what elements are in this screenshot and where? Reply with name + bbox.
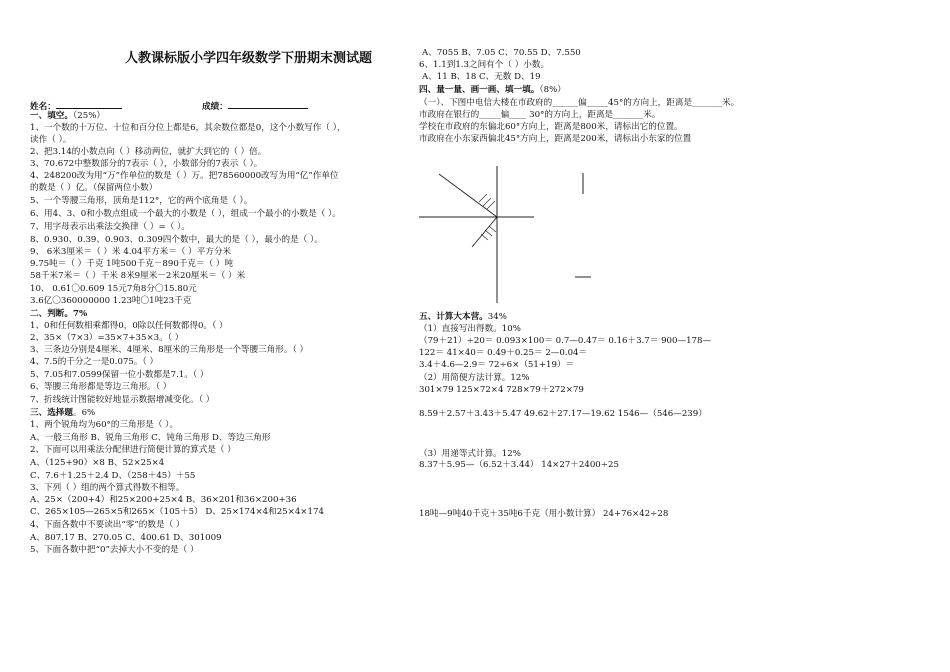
text-line: 9、 6米3厘米＝（ ）米 4.04平方米＝（ ）平方分米 — [30, 247, 232, 257]
text-line: 58千米7米＝（ ）千米 8米9厘米－2米20厘米＝（ ）米 — [30, 271, 246, 281]
text-line: A、807.17 B、270.05 C、400.61 D、301009 — [30, 533, 222, 543]
text-line: 2、把3.14的小数点向（ ）移动两位，就扩大到它的（ ）倍。 — [30, 147, 267, 157]
text-line: 市政府在银行的_____偏____ 30°的方向上，距离是_______米。 — [419, 110, 661, 120]
direction-map-diagram — [419, 160, 619, 310]
section-1-heading: 一、填空。（25%） — [30, 111, 105, 121]
text-line: （3）用递等式计算。12% — [419, 449, 521, 459]
text-line: A、7055 B、7.05 C、70.55 D、7.550 — [422, 48, 581, 58]
page-title: 人教课标版小学四年级数学下册期末测试题 — [125, 51, 373, 66]
section-3-heading: 三、选择题。6% — [30, 408, 96, 418]
text-line: 3、三条边分别是4厘米、4厘米、8厘米的三角形是一个等腰三角形。（ ） — [30, 345, 309, 355]
text-line: A、25×（200+4）和25×200+25×4 B、36×201和36×200+36 — [30, 495, 297, 505]
text-line: C、7.6＋1.25＋2.4 D、（258＋45）＋55 — [30, 471, 196, 481]
bank-direction-line — [472, 217, 497, 247]
text-line: 6、用4、3、0和小数点组成一个最大的小数是（ ），组成一个最小的小数是（ ）。 — [30, 209, 341, 219]
text-line: 6、1.1到1.3之间有个（ ）小数。 — [419, 60, 550, 70]
text-line: 122＝ 41×40＝ 0.49＋0.25＝ 2—0.04＝ — [419, 348, 588, 358]
text-line: 市政府在小东家西偏北45°方向上，距离是200米，请标出小东家的位置 — [419, 134, 692, 144]
text-line: （2）用简便方法计算。12% — [419, 373, 530, 383]
section-4-heading: 四、量一量、画一画、填一填。（8%） — [419, 85, 566, 95]
text-line: A、11 B、18 C、无数 D、19 — [422, 72, 541, 82]
text-line: 4、248200改为用“万”作单位的数是（ ）万。把78560000改写为用“亿”作单位 — [30, 171, 339, 181]
text-line: C、265×105—265×5和265×（105＋5） D、25×174×4和25×4×174 — [30, 507, 324, 517]
text-line: 3、70.672中整数部分的7表示（ ），小数部分的7表示（ ）。 — [30, 159, 263, 169]
text-line: A、一般三角形 B、锐角三角形 C、钝角三角形 D、等边三角形 — [30, 433, 271, 443]
text-line: 7、折线统计图能较好地显示数据增减变化。（ ） — [30, 395, 215, 405]
text-line: 2、35×（7×3）=35×7+35×3。（ ） — [30, 333, 184, 343]
section-2-heading: 二、判断。7% — [30, 309, 88, 319]
text-line: 读作（ ）。 — [30, 135, 72, 145]
text-line: 3.4＋4.6—2.9＝ 72÷6×（51+19）＝ — [419, 360, 575, 370]
text-line: 5、下面各数中把“0”去掉大小不变的是（ ） — [30, 545, 199, 555]
text-line: 8.59＋2.57＋3.43＋5.47 49.62＋27.17—19.62 1546—（546—239） — [419, 409, 707, 419]
text-line: 8.37＋5.95—（6.52＋3.44） 14×27＋2400÷25 — [419, 460, 619, 470]
text-line: （1）直接写出得数。10% — [419, 324, 521, 334]
text-line: 4、下面各数中不要读出“零”的数是（ ） — [30, 520, 185, 530]
text-line: 5、7.05和7.0599保留一位小数都是7.1。（ ） — [30, 370, 209, 380]
score-label: 成绩： — [202, 99, 308, 113]
telecom-direction-line — [439, 174, 497, 217]
text-line: A、（125+90）×8 B、52×25×4 — [30, 458, 165, 468]
text-line: 3.6亿〇360000000 1.23吨〇1吨23千克 — [30, 296, 192, 306]
text-line: 7、用字母表示出乘法交换律（ ）=（ ）。 — [30, 222, 190, 232]
section-5-heading: 五、计算大本营。34% — [419, 312, 507, 322]
text-line: （79＋21）÷20＝ 0.093×100＝ 0.7—0.47＝ 0.16＋3.7＝ 900—178— — [419, 336, 712, 346]
text-line: 9.75吨＝（ ）千克 1吨500千克－890千克＝（ ）吨 — [30, 259, 234, 269]
text-line: 18吨—9吨40千克＋35吨6千克（用小数计算） 24+76×42÷28 — [419, 509, 669, 519]
text-line: 4、7.5的千分之一是0.075。（ ） — [30, 357, 159, 367]
text-line: 2、下面可以用乘法分配律进行简便计算的算式是（ ） — [30, 445, 236, 455]
text-line: 1、一个数的十万位、十位和百分位上都是6，其余数位都是0，这个小数写作（ ）， — [30, 123, 346, 133]
text-line: 学校在市政府的东偏北60°方向上，距离是800米，请标出它的位置。 — [419, 122, 683, 132]
text-line: 的数是（ ）亿。（保留两位小数） — [30, 183, 158, 193]
text-line: 1、两个锐角均为60°的三角形是（ ）。 — [30, 420, 179, 430]
text-line: 3、下列（ ）组的两个算式得数不相等。 — [30, 483, 185, 493]
text-line: 8、0.930、0.39、0.903、0.309四个数中，最大的是（ ），最小的是（ ）。 — [30, 235, 323, 245]
text-line: 10、 0.61〇0.609 15元7角8分〇15.80元 — [30, 284, 197, 294]
name-label: 姓名： — [30, 99, 122, 113]
text-line: 5、一个等腰三角形，顶角是112°，它的两个底角是（ ）。 — [30, 196, 253, 206]
text-line: （一）、下图中电信大楼在市政府的______偏_____45°的方向上，距离是_______米。 — [419, 98, 740, 108]
text-line: 6、等腰三角形都是等边三角形。（ ） — [30, 382, 172, 392]
text-line: 1、0和任何数相乘都得0，0除以任何数都得0。（ ） — [30, 321, 228, 331]
text-line: 301×79 125×72×4 728×79＋272×79 — [419, 385, 584, 395]
